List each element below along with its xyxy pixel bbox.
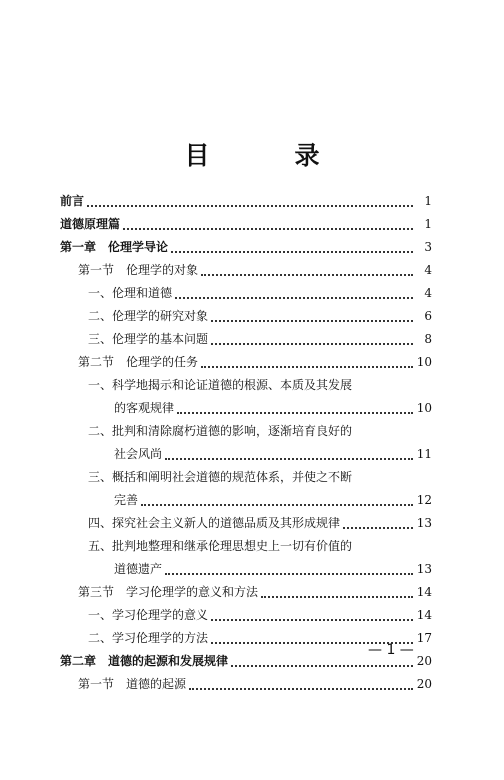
toc-entry (60, 673, 432, 696)
toc-page-number: 13 (416, 562, 432, 576)
toc-entry (60, 236, 432, 259)
dot-leader (175, 296, 413, 299)
dot-leader (211, 342, 413, 345)
dot-leader (201, 365, 413, 368)
toc-entry-title: 第一节 道德的起源 (78, 677, 187, 691)
toc-entry-title: 第一章 伦理学导论 (60, 240, 169, 254)
dot-leader (189, 687, 413, 690)
toc-page-number: 12 (416, 493, 432, 507)
dot-leader (87, 204, 413, 207)
page-number: — 1 — (368, 642, 414, 658)
toc-entry (60, 190, 432, 213)
toc-page-number: 11 (416, 447, 432, 461)
toc-entry-title-continuation: 社会风尚 (114, 447, 163, 461)
toc-entry-title: 一、科学地揭示和论证道德的根源、本质及其发展 (88, 378, 353, 392)
toc-page-number: 20 (416, 677, 432, 691)
toc-entry (60, 351, 432, 374)
toc-entry-title-continuation: 的客观规律 (114, 401, 175, 415)
table-of-contents (60, 190, 432, 696)
dot-leader (261, 595, 413, 598)
toc-entry (60, 512, 432, 535)
toc-entry (60, 305, 432, 328)
toc-entry-title: 第二节 伦理学的任务 (78, 355, 199, 369)
toc-entry-title: 二、伦理学的研究对象 (88, 309, 209, 323)
toc-entry-title: 第三节 学习伦理学的意义和方法 (78, 585, 259, 599)
toc-entry (60, 374, 432, 420)
toc-entry-title: 第一节 伦理学的对象 (78, 263, 199, 277)
toc-page-number: 1 (424, 194, 432, 208)
dot-leader (177, 411, 413, 414)
page-title: 目 录 (184, 141, 350, 170)
toc-page-number: 17 (416, 631, 432, 645)
toc-page-number: 3 (424, 240, 432, 254)
toc-entry (60, 581, 432, 604)
toc-entry-title-continuation: 道德遗产 (114, 562, 163, 576)
dot-leader (123, 227, 413, 230)
toc-entry (60, 328, 432, 351)
toc-entry-title: 前言 (60, 194, 85, 208)
dot-leader (141, 503, 413, 506)
dot-leader (201, 273, 413, 276)
toc-entry-title: 五、批判地整理和继承伦理思想史上一切有价值的 (88, 539, 353, 553)
toc-entry (60, 604, 432, 627)
toc-entry-title-continuation: 完善 (114, 493, 139, 507)
toc-page-number: 13 (416, 516, 432, 530)
toc-entry-title: 四、探究社会主义新人的道德品质及其形成规律 (88, 516, 341, 530)
toc-page-number: 10 (416, 401, 432, 415)
toc-page-number: 8 (424, 332, 432, 346)
toc-entry-title: 三、伦理学的基本问题 (88, 332, 209, 346)
toc-entry-title: 一、伦理和道德 (88, 286, 173, 300)
dot-leader (211, 618, 413, 621)
toc-page-number: 4 (424, 263, 432, 277)
toc-entry (60, 259, 432, 282)
dot-leader (171, 250, 413, 253)
toc-entry (60, 420, 432, 466)
dot-leader (343, 526, 413, 529)
toc-page-number: 20 (416, 654, 432, 668)
toc-entry-title: 第二章 道德的起源和发展规律 (60, 654, 229, 668)
toc-entry (60, 282, 432, 305)
toc-page-number: 14 (416, 608, 432, 622)
toc-entry-title: 道德原理篇 (60, 217, 121, 231)
toc-entry-title: 一、学习伦理学的意义 (88, 608, 209, 622)
dot-leader (165, 457, 413, 460)
toc-page-number: 10 (416, 355, 432, 369)
dot-leader (165, 572, 413, 575)
toc-entry-title: 三、概括和阐明社会道德的规范体系，并使之不断 (88, 470, 353, 484)
toc-entry-title: 二、批判和清除腐朽道德的影响，逐渐培育良好的 (88, 424, 353, 438)
toc-page-number: 1 (424, 217, 432, 231)
toc-entry-title: 二、学习伦理学的方法 (88, 631, 209, 645)
toc-entry (60, 213, 432, 236)
toc-page-number: 6 (424, 309, 432, 323)
dot-leader (211, 319, 413, 322)
toc-entry (60, 535, 432, 581)
toc-page-number: 4 (424, 286, 432, 300)
toc-entry (60, 466, 432, 512)
dot-leader (231, 664, 413, 667)
toc-page-number: 14 (416, 585, 432, 599)
